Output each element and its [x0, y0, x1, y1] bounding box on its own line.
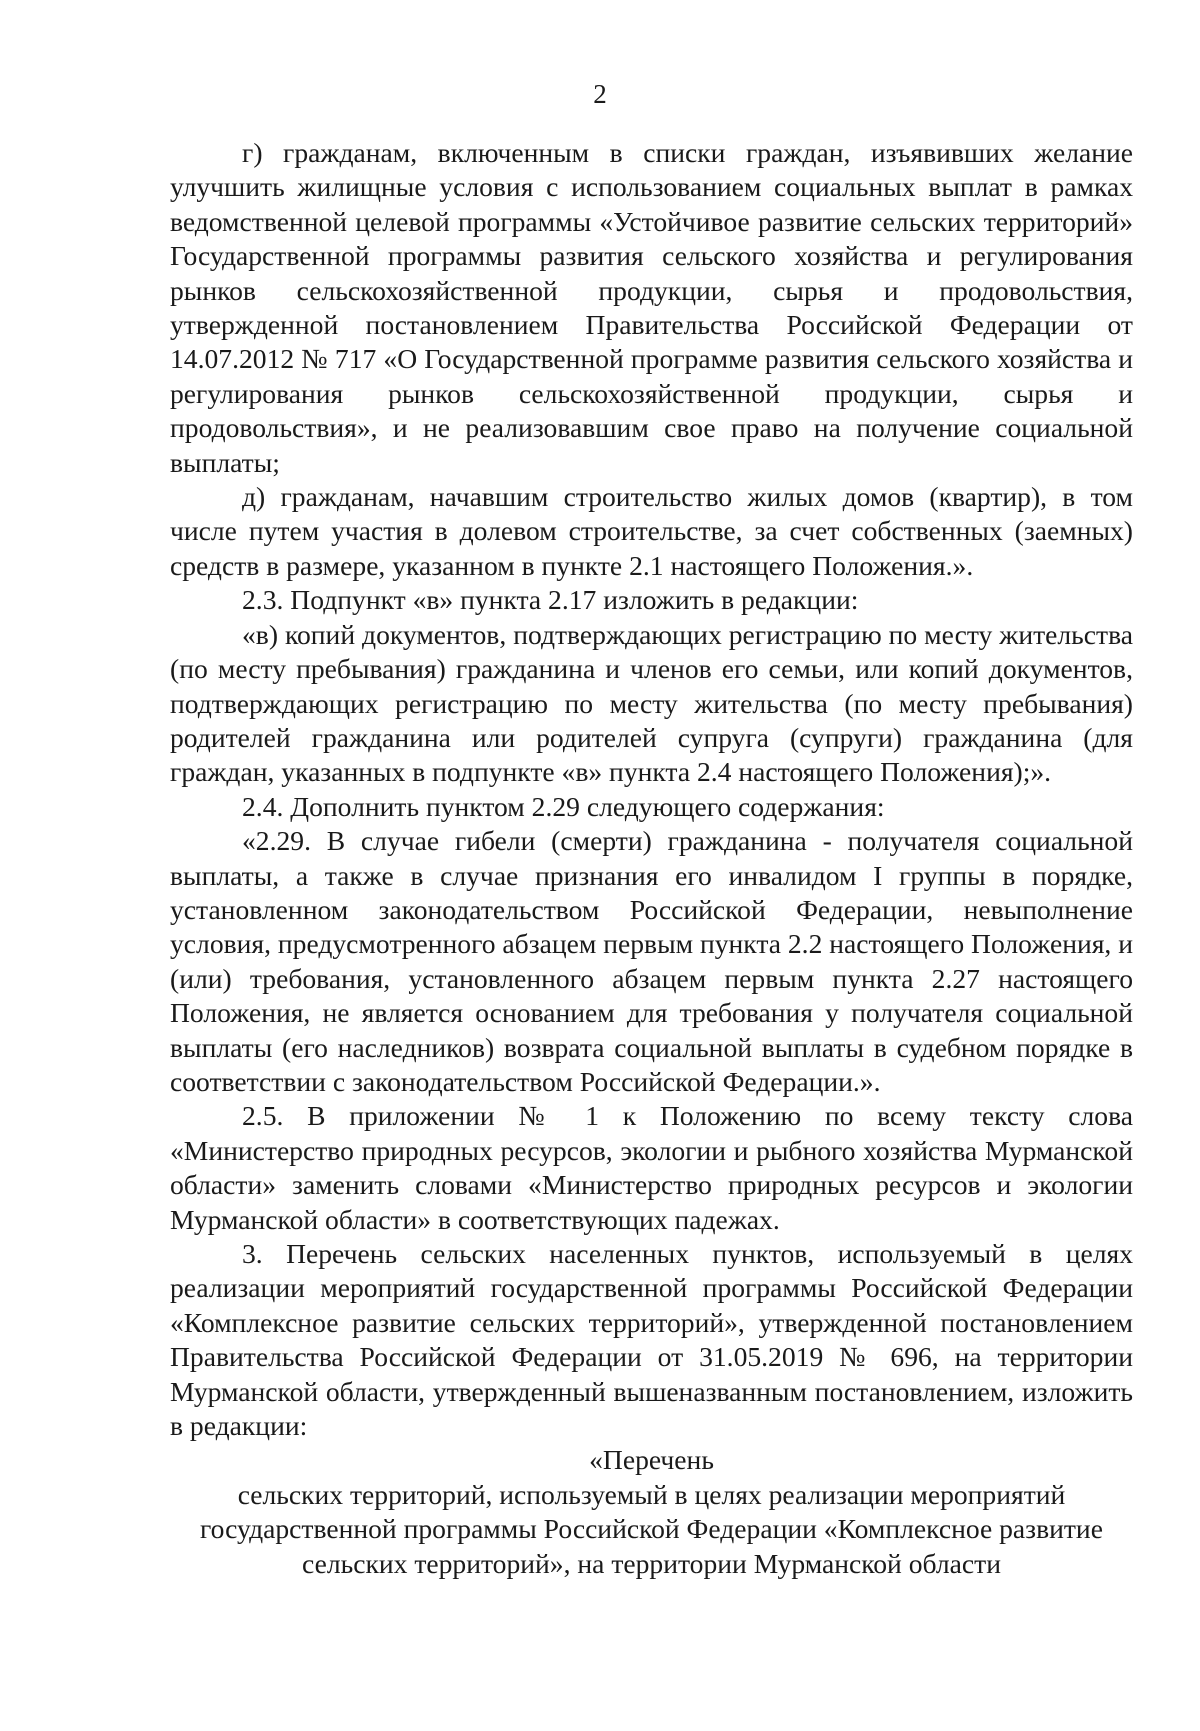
list-heading: «Перечень — [589, 1444, 714, 1476]
paragraph-2-29: «2.29. В случае гибели (смерти) гражданина - получателя социальной выплаты, а также в случае признания его инвалидом I группы в порядке, установленном законодательством Российской Федерации, невыполнение условия, предусмотренного абзацем первым пункта 2.2 настоящего Положения, и (или) требования, установленного абзацем первым пункта 2.27 настоящего Положения, не является основанием для требования у получателя социальной выплаты (его наследников) возврата социальной выплаты в судебном порядке в соответствии с законодательством Российской Федерации.». — [170, 825, 1133, 1097]
paragraph-2-5: 2.5. В приложении № 1 к Положению по всему тексту слова «Министерство природных ресурсов, экологии и рыбного хозяйства Мурманской области» заменить словами «Министерство природных ресурсов и экологии Мурманской области» в соответствующих падежах. — [170, 1100, 1133, 1235]
paragraph-subitem-g: г) гражданам, включенным в списки граждан, изъявивших желание улучшить жилищные условия с использованием социальных выплат в рамках ведомственной целевой программы «Устойчивое развитие сельских территорий» Государственной программы развития сельского хозяйства и регулирования рынков сельскохозяйственной продукции, сырья и продовольствия, утвержденной постановлением Правительства Российской Федерации от 14.07.2012 № 717 «О Государственной программе развития сельского хозяйства и регулирования рынков сельскохозяйственной продукции, сырья и продовольствия», и не реализовавшим свое право на получение социальной выплаты; — [170, 137, 1133, 478]
list-title: сельских территорий, используемый в целях реализации мероприятий государственной программы Российской Федерации «Комплексное развитие сельских территорий», на территории Мурманской области — [200, 1478, 1103, 1579]
paragraph-3: 3. Перечень сельских населенных пунктов, используемый в целях реализации мероприятий государственной программы Российской Федерации «Комплексное развитие сельских территорий», утвержденной постановлением Правительства Российской Федерации от 31.05.2019 № 696, на территории Мурманской области, утвержденный вышеназванным постановлением, изложить в редакции: — [170, 1238, 1133, 1442]
page-number: 2 — [593, 79, 607, 109]
document-body — [170, 136, 1133, 1581]
paragraph-subitem-v: «в) копий документов, подтверждающих регистрацию по месту жительства (по месту пребывания) гражданина и членов его семьи, или копий документов, подтверждающих регистрацию по месту жительства (по месту пребывания) родителей гражданина или родителей супруга (супруги) гражданина (для граждан, указанных в подпункте «в» пункта 2.4 настоящего Положения);». — [170, 618, 1133, 788]
paragraph-2-4: 2.4. Дополнить пунктом 2.29 следующего содержания: — [242, 790, 885, 822]
paragraph-2-3: 2.3. Подпункт «в» пункта 2.17 изложить в редакции: — [242, 584, 859, 616]
paragraph-subitem-d: д) гражданам, начавшим строительство жилых домов (квартир), в том числе путем участия в долевом строительстве, за счет собственных (заемных) средств в размере, указанном в пункте 2.1 настоящего Положения.». — [170, 481, 1133, 581]
